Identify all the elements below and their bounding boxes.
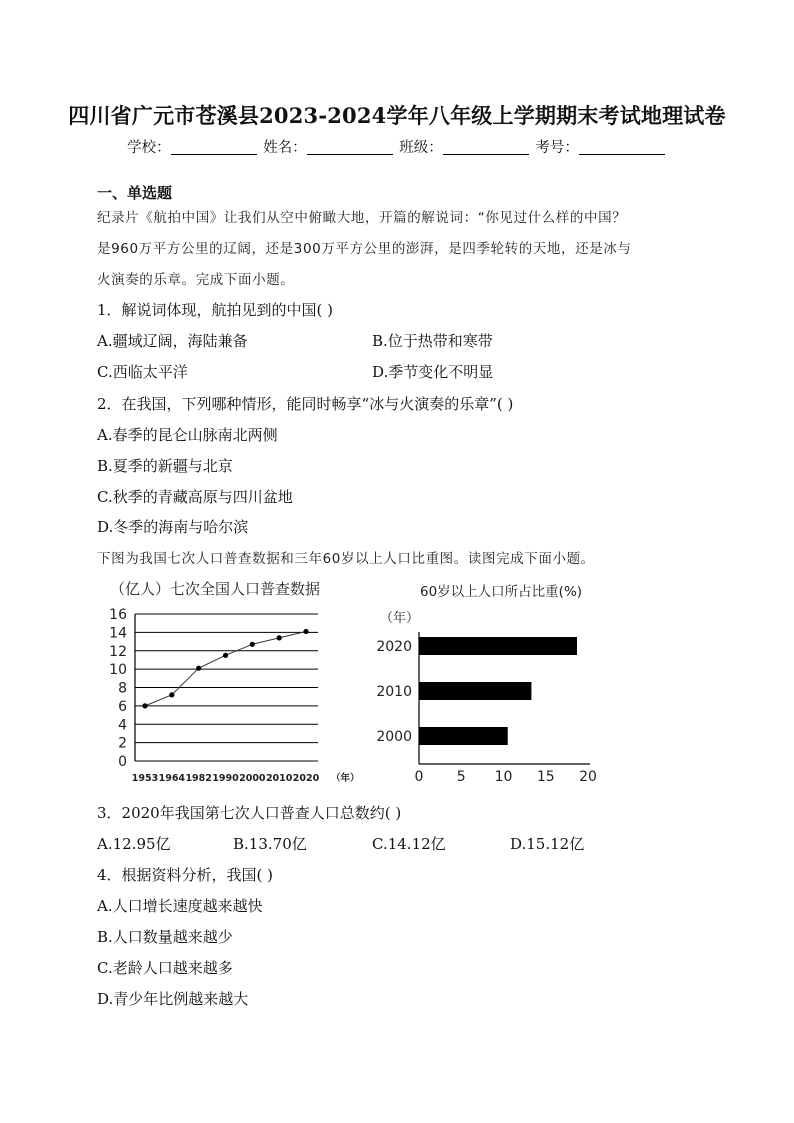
x-tick-label: 0 (414, 769, 424, 785)
q3-option-a[interactable]: A.12.95亿 (97, 835, 171, 853)
y-axis-unit: （年） (380, 611, 420, 626)
data-point (169, 692, 174, 697)
question-1-stem: 1．解说词体现，航拍见到的中国( ) (97, 301, 334, 319)
x-tick-label: 1990 (212, 773, 239, 784)
grid-lines (135, 614, 318, 761)
x-tick-label: 5 (456, 769, 466, 785)
section-heading: 一、单选题 (97, 184, 173, 202)
y-tick-label: 6 (118, 698, 127, 715)
y-tick-label: 16 (109, 607, 127, 623)
exam-title: 四川省广元市苍溪县2023-2024学年八年级上学期期末考试地理试卷 (68, 103, 726, 128)
x-tick-labels (415, 769, 597, 785)
class-blank[interactable] (443, 140, 529, 155)
y-tick-label: 4 (118, 717, 127, 734)
class-label: 班级： (399, 140, 443, 156)
year-labels (376, 639, 412, 745)
student-info-line (0, 136, 794, 157)
q1-option-b[interactable]: B.位于热带和寒带 (372, 332, 493, 350)
y-tick-label: 8 (118, 680, 127, 697)
x-tick-label: 2020 (292, 773, 320, 784)
x-tick-label: 2010 (265, 773, 293, 784)
school-blank[interactable] (171, 140, 257, 155)
question-2-stem: 2．在我国，下列哪种情形，能同时畅享“冰与火演奏的乐章”( ) (97, 395, 514, 413)
chart-title: （亿人）七次全国人口普查数据 (110, 580, 321, 598)
q3-option-c[interactable]: C.14.12亿 (372, 835, 446, 853)
x-tick-labels (132, 773, 320, 784)
chart-title: 60岁以上人口所占比重(%) (420, 584, 583, 600)
bar (419, 682, 531, 700)
passage1-line2: 是960万平方公里的辽阔，还是300万平方公里的澎湃，是四季轮转的天地，还是冰与 (97, 241, 632, 257)
name-blank[interactable] (307, 140, 393, 155)
y-tick-label: 14 (109, 625, 127, 642)
year-label: 2010 (376, 684, 412, 700)
number-label: 考号： (535, 140, 579, 156)
bar (419, 637, 577, 655)
data-point (277, 635, 282, 640)
q4-option-c[interactable]: C.老龄人口越来越多 (97, 959, 233, 977)
elderly-share-chart (372, 574, 612, 790)
q4-option-d[interactable]: D.青少年比例越来越大 (97, 990, 249, 1008)
question-4-stem: 4．根据资料分析，我国( ) (97, 866, 274, 884)
y-tick-label: 10 (109, 662, 127, 679)
q3-option-d[interactable]: D.15.12亿 (510, 835, 585, 853)
passage1-line3: 火演奏的乐章。完成下面小题。 (97, 272, 295, 288)
q2-option-a[interactable]: A.春季的昆仑山脉南北两侧 (97, 426, 278, 444)
data-point (250, 642, 255, 647)
x-tick-label: 15 (536, 769, 555, 785)
x-tick-label: 1982 (185, 773, 212, 784)
school-label: 学校： (127, 140, 171, 156)
number-blank[interactable] (579, 140, 665, 155)
y-tick-label: 2 (118, 735, 127, 752)
x-axis-unit: （年） (331, 773, 360, 784)
q1-option-c[interactable]: C.西临太平洋 (97, 363, 188, 381)
q4-option-a[interactable]: A.人口增长速度越来越快 (97, 897, 263, 915)
bar (419, 727, 508, 745)
q2-option-c[interactable]: C.秋季的青藏高原与四川盆地 (97, 488, 293, 506)
data-point (223, 653, 228, 658)
bars (419, 637, 577, 745)
data-point (142, 703, 147, 708)
passage2: 下图为我国七次人口普查数据和三年60岁以上人口比重图。读图完成下面小题。 (97, 551, 595, 567)
year-label: 2020 (376, 639, 412, 655)
data-point (303, 629, 308, 634)
population-census-chart (100, 570, 365, 790)
y-tick-label: 0 (118, 754, 127, 770)
question-3-stem: 3．2020年我国第七次人口普查人口总数约( ) (97, 804, 402, 822)
x-tick-label: 10 (494, 769, 513, 785)
x-tick-label: 20 (579, 769, 597, 785)
passage1-line1: 纪录片《航拍中国》让我们从空中俯瞰大地，开篇的解说词：“你见过什么样的中国？ (97, 210, 627, 226)
y-tick-label: 12 (109, 643, 127, 660)
q1-option-a[interactable]: A.疆域辽阔，海陆兼备 (97, 332, 248, 350)
year-label: 2000 (376, 729, 412, 745)
q2-option-d[interactable]: D.冬季的海南与哈尔滨 (97, 518, 249, 536)
x-tick-label: 1964 (158, 773, 186, 784)
x-tick-label: 1953 (131, 773, 159, 784)
y-tick-labels (109, 607, 127, 770)
name-label: 姓名： (263, 140, 307, 156)
q4-option-b[interactable]: B.人口数量越来越少 (97, 928, 233, 946)
q1-option-d[interactable]: D.季节变化不明显 (372, 363, 494, 381)
q3-option-b[interactable]: B.13.70亿 (233, 835, 307, 853)
q2-option-b[interactable]: B.夏季的新疆与北京 (97, 457, 233, 475)
x-tick-label: 2000 (239, 773, 266, 784)
data-point (196, 666, 201, 671)
